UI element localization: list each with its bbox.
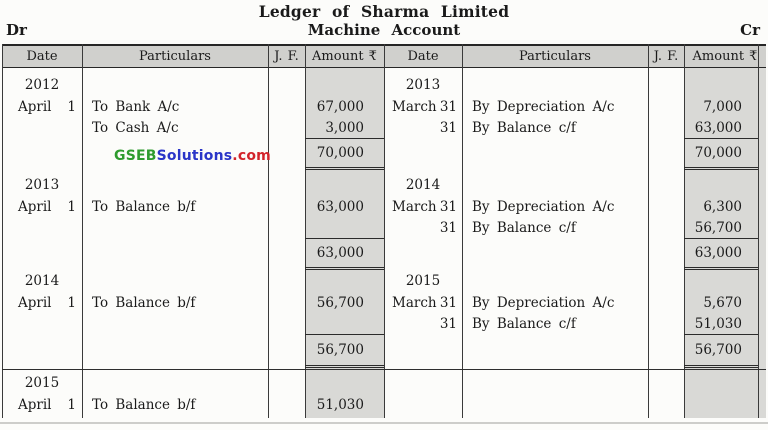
column-header-particulars: Particulars: [519, 49, 591, 64]
year-cell: 2013: [405, 77, 441, 93]
column-header-jf: J. F.: [274, 49, 299, 64]
scan-edge-line: [0, 422, 768, 424]
year-cell: 2012: [24, 77, 60, 93]
double-rule: [305, 365, 384, 368]
total-cell: 63,000: [684, 238, 758, 270]
year-row: [2, 372, 766, 394]
date-cell: 31: [439, 120, 457, 136]
particulars-cell: By Depreciation A/c: [472, 199, 615, 215]
particulars-cell: By Balance c/f: [472, 220, 576, 236]
entry-row: [2, 96, 766, 118]
date-cell: April 1: [18, 397, 76, 413]
year-row: [2, 174, 766, 196]
amount-cell: 7,000: [703, 99, 742, 115]
column-header-date: Date: [407, 49, 439, 64]
cr-label: Cr: [740, 21, 760, 39]
total-cell: 70,000: [684, 138, 758, 170]
double-rule: [684, 365, 758, 368]
column-header-particulars: Particulars: [139, 49, 211, 64]
entry-row: [2, 394, 766, 416]
year-row: [2, 270, 766, 292]
particulars-cell: To Bank A/c: [92, 99, 180, 115]
year-cell: 2013: [24, 177, 60, 193]
particulars-cell: To Balance b/f: [92, 397, 196, 413]
total-row: [2, 238, 766, 270]
watermark: [114, 148, 271, 164]
page-title: Ledger of Sharma Limited: [258, 2, 510, 21]
column-header-amount: Amount ₹: [692, 49, 758, 64]
column-header-date: Date: [26, 49, 58, 64]
watermark-gseb: GSEB: [114, 148, 157, 164]
amount-cell: 51,030: [316, 397, 364, 413]
amount-cell: 5,670: [703, 295, 742, 311]
date-cell: March 31: [392, 199, 457, 215]
particulars-cell: By Depreciation A/c: [472, 99, 615, 115]
date-cell: March 31: [392, 295, 457, 311]
ledger-table: [2, 44, 766, 424]
amount-cell: 56,700: [316, 295, 364, 311]
double-rule: [305, 167, 384, 170]
amount-cell: 63,000: [316, 199, 364, 215]
year-cell: 2015: [24, 375, 60, 391]
date-cell: April 1: [18, 295, 76, 311]
particulars-cell: To Balance b/f: [92, 199, 196, 215]
entry-row: [2, 292, 766, 314]
watermark-dotcom: .com: [232, 148, 271, 164]
amount-cell: 51,030: [694, 316, 742, 332]
double-rule: [684, 167, 758, 170]
date-cell: 31: [439, 316, 457, 332]
total-cell: 56,700: [684, 334, 758, 368]
amount-cell: 63,000: [694, 120, 742, 136]
particulars-cell: To Balance b/f: [92, 295, 196, 311]
total-row: [2, 334, 766, 368]
particulars-cell: By Balance c/f: [472, 120, 576, 136]
row-separator-line: [2, 369, 766, 370]
year-cell: 2015: [405, 273, 441, 289]
year-cell: 2014: [24, 273, 60, 289]
entry-row: [2, 314, 766, 334]
account-title: Machine Account: [307, 21, 461, 39]
amount-cell: 3,000: [325, 120, 364, 136]
watermark-solutions: Solutions: [156, 148, 233, 164]
date-cell: April 1: [18, 99, 76, 115]
year-cell: 2014: [405, 177, 441, 193]
ledger-block: [2, 174, 766, 270]
dr-label: Dr: [6, 21, 27, 39]
entry-row: [2, 218, 766, 238]
particulars-cell: By Balance c/f: [472, 316, 576, 332]
amount-cell: 67,000: [316, 99, 364, 115]
entry-row: [2, 196, 766, 218]
column-header-jf: J. F.: [653, 49, 679, 64]
amount-cell: 56,700: [694, 220, 742, 236]
date-cell: April 1: [18, 199, 76, 215]
total-cell: 70,000: [305, 138, 384, 170]
ledger-block: [2, 270, 766, 368]
total-cell: 56,700: [305, 334, 384, 368]
particulars-cell: To Cash A/c: [92, 120, 179, 136]
entry-row: [2, 118, 766, 138]
amount-cell: 6,300: [703, 199, 742, 215]
subtitle-row: [0, 21, 768, 41]
date-cell: March 31: [392, 99, 457, 115]
date-cell: 31: [439, 220, 457, 236]
particulars-cell: By Depreciation A/c: [472, 295, 615, 311]
ledger-block: [2, 372, 766, 416]
column-header-amount: Amount ₹: [312, 49, 377, 64]
year-row: [2, 74, 766, 96]
total-cell: 63,000: [305, 238, 384, 270]
